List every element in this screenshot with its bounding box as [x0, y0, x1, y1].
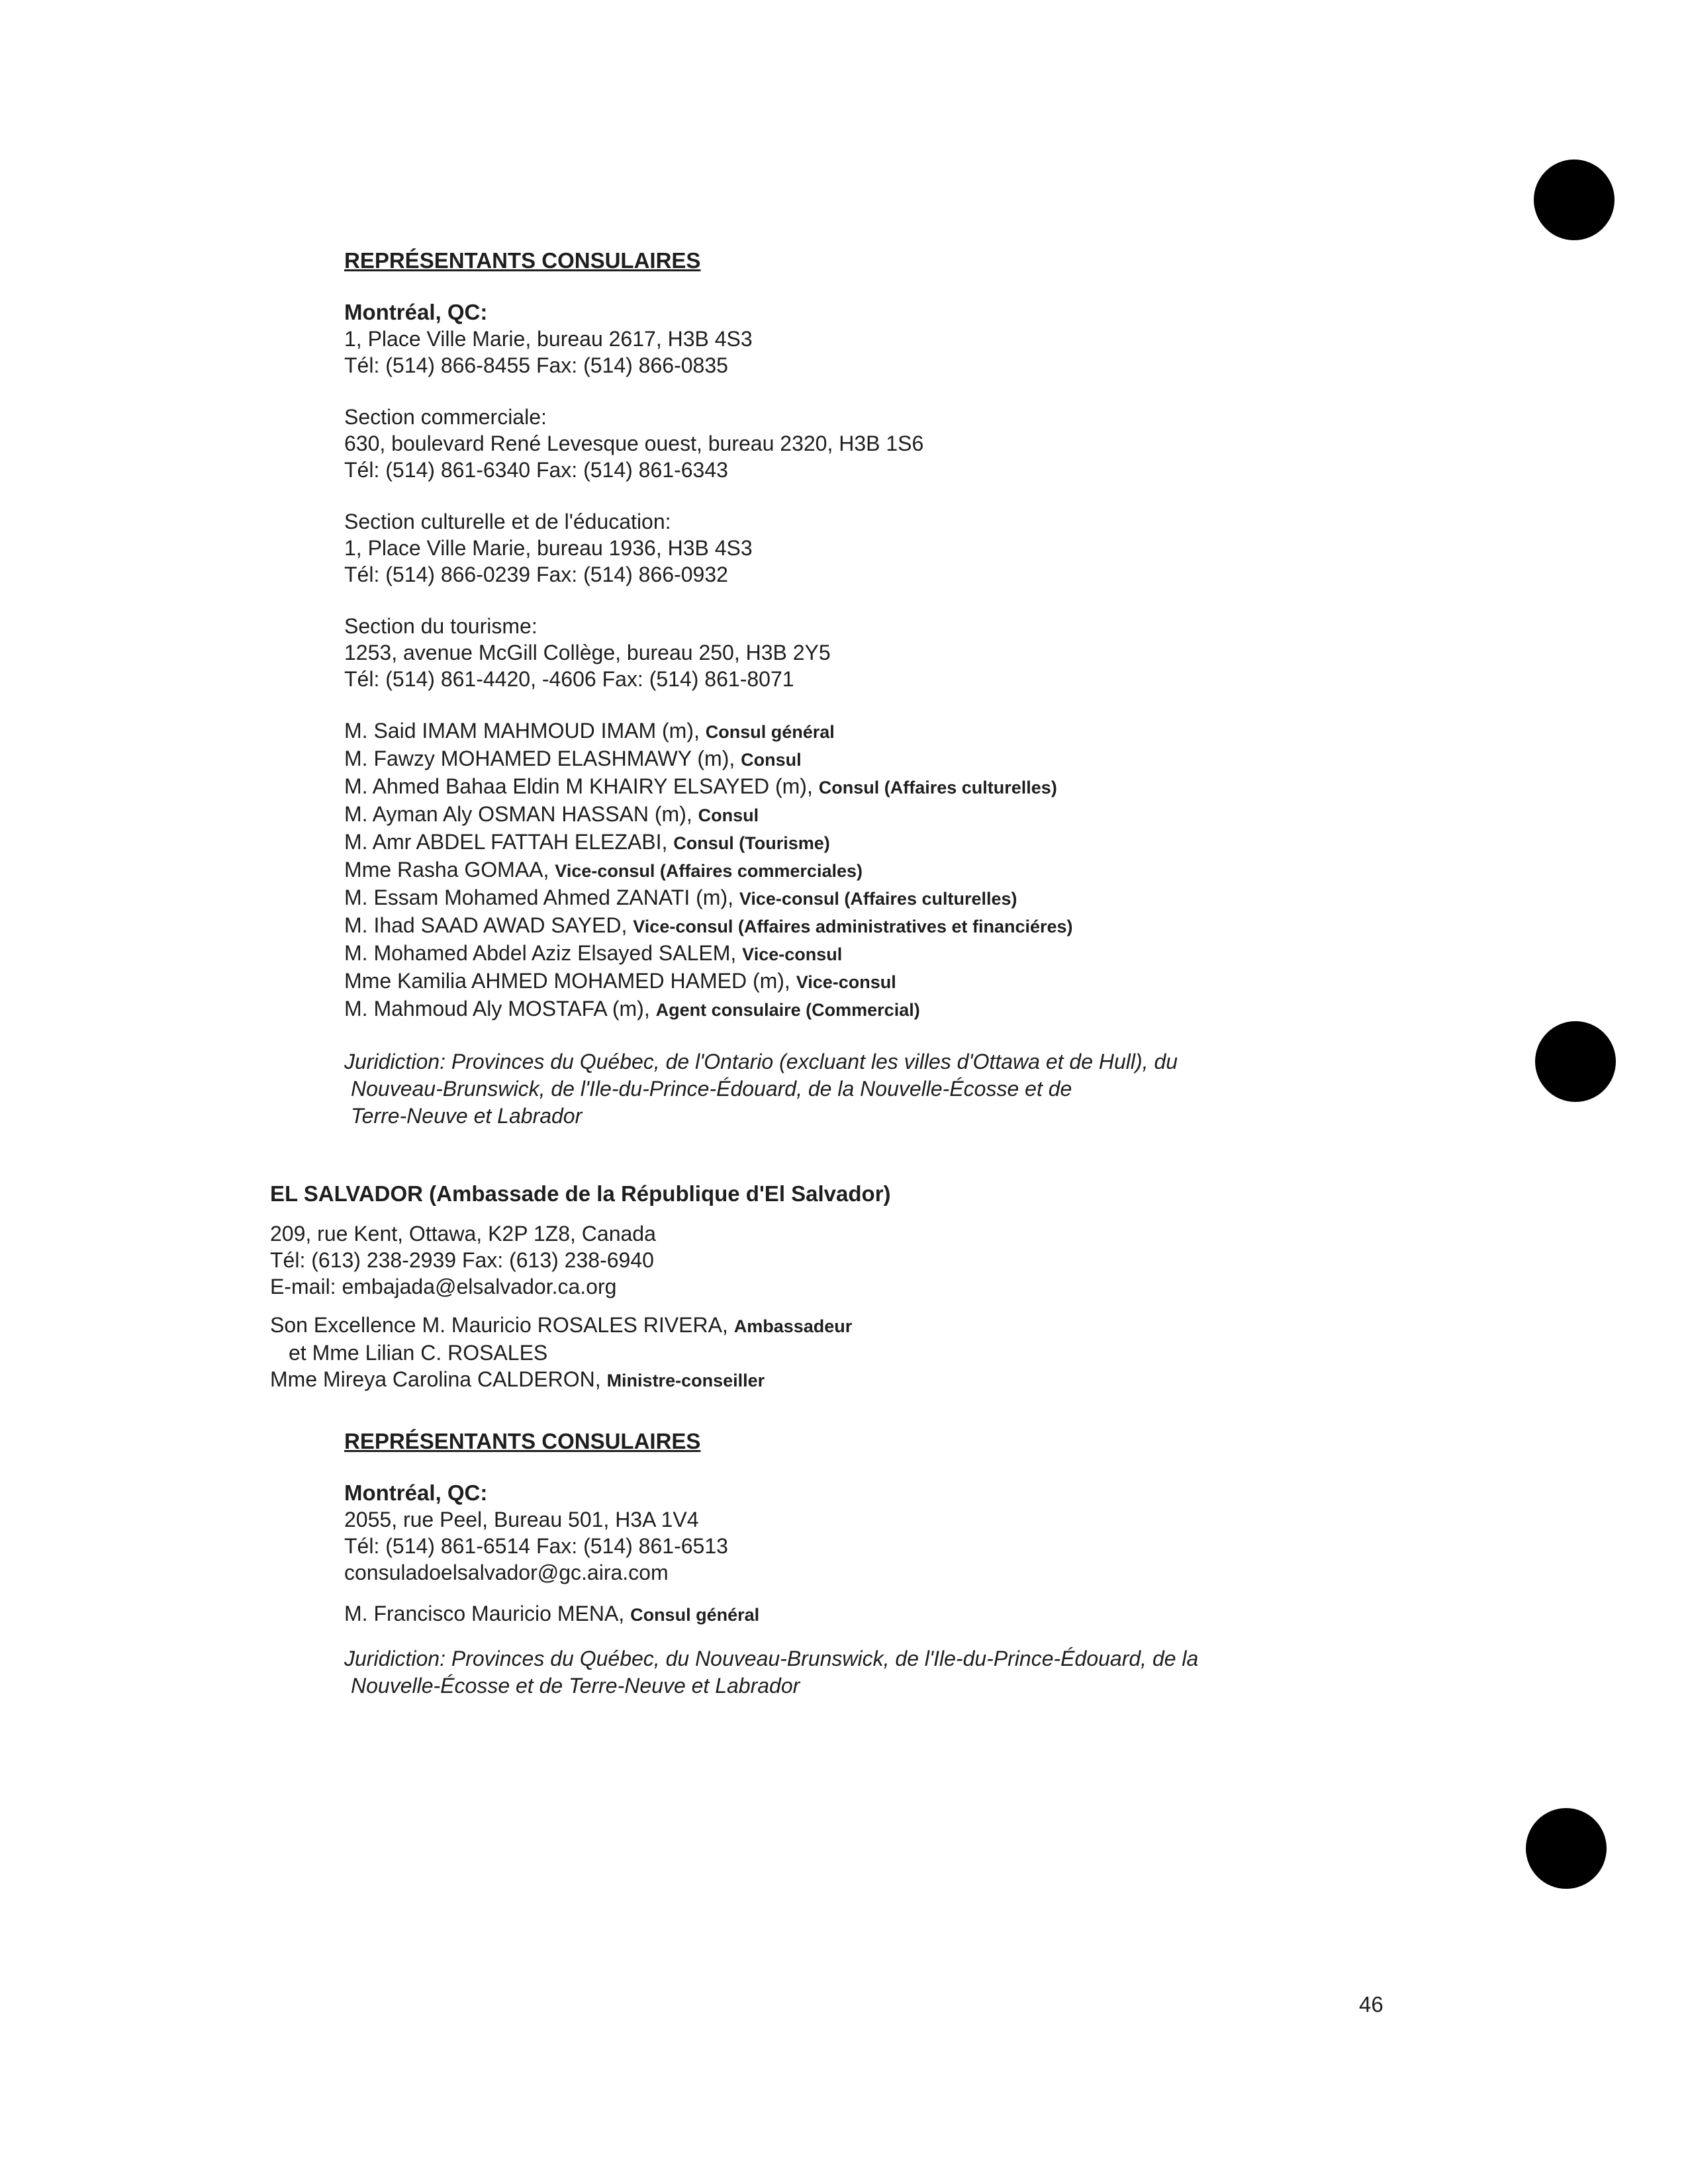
jurisdiction-line: Juridiction: Provinces du Québec, de l'Ontario (excluant les villes d'Ottawa et de Hull), du — [344, 1050, 1178, 1073]
staff-title: Consul — [741, 750, 802, 770]
staff-name: M. Ahmed Bahaa Eldin M KHAIRY ELSAYED (m), — [344, 774, 819, 798]
spouse-entry: et Mme Lilian C. ROSALES — [289, 1341, 548, 1365]
staff-entry — [344, 773, 1178, 801]
page-number: 46 — [1359, 1992, 1383, 2017]
el-salvador-entry — [270, 1181, 891, 1394]
address-line: 2055, rue Peel, Bureau 501, H3A 1V4 — [344, 1508, 699, 1531]
staff-title: Vice-consul — [742, 944, 843, 964]
address-line: 630, boulevard René Levesque ouest, bureau 2320, H3B 1S6 — [344, 432, 924, 455]
email-line: consuladoelsalvador@gc.aira.com — [344, 1561, 669, 1584]
staff-entry — [344, 801, 1178, 829]
staff-title: Vice-consul (Affaires commerciales) — [555, 861, 863, 881]
jurisdiction-note — [344, 1048, 1178, 1130]
staff-title: Consul général — [630, 1605, 760, 1625]
city-label: Montréal, QC: — [344, 300, 488, 324]
staff-name: M. Essam Mohamed Ahmed ZANATI (m), — [344, 886, 739, 909]
staff-name: Mme Mireya Carolina CALDERON, — [270, 1367, 607, 1391]
staff-name: M. Amr ABDEL FATTAH ELEZABI, — [344, 830, 674, 854]
staff-name: M. Mahmoud Aly MOSTAFA (m), — [344, 997, 656, 1021]
staff-name: Son Excellence M. Mauricio ROSALES RIVERA, — [270, 1313, 734, 1337]
consular-section-1 — [344, 248, 1178, 1130]
section-heading: REPRÉSENTANTS CONSULAIRES — [344, 248, 701, 273]
address-line: 209, rue Kent, Ottawa, K2P 1Z8, Canada — [270, 1222, 656, 1246]
staff-title: Vice-consul (Affaires administratives et financiéres) — [633, 917, 1073, 936]
phone-line: Tél: (514) 866-8455 Fax: (514) 866-0835 — [344, 353, 728, 377]
tourism-section-label: Section du tourisme: — [344, 614, 538, 638]
phone-line: Tél: (514) 861-6340 Fax: (514) 861-6343 — [344, 458, 728, 482]
staff-title: Consul (Tourisme) — [673, 833, 830, 853]
staff-entry — [344, 717, 1178, 745]
punch-hole-bottom — [1526, 1808, 1607, 1889]
staff-name: M. Mohamed Abdel Aziz Elsayed SALEM, — [344, 941, 743, 965]
jurisdiction-line: Juridiction: Provinces du Québec, du Nouveau-Brunswick, de l'Ile-du-Prince-Édouard, de la — [344, 1647, 1199, 1670]
staff-title: Consul — [698, 805, 759, 825]
staff-title: Vice-consul — [796, 972, 896, 992]
ambassador-entry — [270, 1312, 891, 1340]
staff-title: Consul (Affaires culturelles) — [818, 778, 1057, 797]
staff-list — [344, 717, 1178, 1023]
phone-line: Tél: (514) 861-4420, -4606 Fax: (514) 861-8071 — [344, 667, 794, 691]
punch-hole-top — [1534, 159, 1615, 240]
staff-title: Agent consulaire (Commercial) — [655, 1000, 920, 1020]
culture-section-label: Section culturelle et de l'éducation: — [344, 510, 671, 533]
phone-line: Tél: (514) 866-0239 Fax: (514) 866-0932 — [344, 563, 728, 586]
consular-section-2 — [344, 1428, 1198, 1700]
staff-entry — [344, 829, 1178, 856]
jurisdiction-line: Nouveau-Brunswick, de l'Ile-du-Prince-Édouard, de la Nouvelle-Écosse et de — [351, 1077, 1072, 1101]
staff-name: M. Fawzy MOHAMED ELASHMAWY (m), — [344, 747, 741, 770]
commercial-section-label: Section commerciale: — [344, 405, 547, 429]
address-line: 1, Place Ville Marie, bureau 2617, H3B 4S3 — [344, 327, 753, 351]
staff-name: Mme Rasha GOMAA, — [344, 858, 555, 882]
address-line: 1, Place Ville Marie, bureau 1936, H3B 4S3 — [344, 536, 753, 560]
staff-title: Ministre-conseiller — [606, 1371, 765, 1390]
staff-title: Vice-consul (Affaires culturelles) — [739, 889, 1017, 909]
jurisdiction-line: Terre-Neuve et Labrador — [351, 1104, 583, 1128]
address-line: 1253, avenue McGill Collège, bureau 250, H3B 2Y5 — [344, 641, 831, 664]
section-heading: REPRÉSENTANTS CONSULAIRES — [344, 1429, 701, 1453]
staff-entry — [344, 884, 1178, 912]
minister-entry — [270, 1366, 891, 1394]
staff-name: M. Francisco Mauricio MENA, — [344, 1602, 631, 1625]
staff-title: Consul général — [705, 722, 835, 742]
phone-line: Tél: (514) 861-6514 Fax: (514) 861-6513 — [344, 1534, 728, 1558]
staff-name: M. Ayman Aly OSMAN HASSAN (m), — [344, 802, 698, 826]
staff-title: Ambassadeur — [733, 1316, 853, 1336]
punch-hole-middle — [1535, 1021, 1616, 1102]
phone-line: Tél: (613) 238-2939 Fax: (613) 238-6940 — [270, 1248, 654, 1272]
city-label: Montréal, QC: — [344, 1480, 488, 1505]
consul-entry — [344, 1600, 1198, 1628]
staff-name: M. Said IMAM MAHMOUD IMAM (m), — [344, 719, 706, 743]
email-line: E-mail: embajada@elsalvador.ca.org — [270, 1275, 617, 1298]
country-heading: EL SALVADOR (Ambassade de la République d'El Salvador) — [270, 1181, 891, 1206]
staff-entry — [344, 856, 1178, 884]
jurisdiction-note — [344, 1645, 1198, 1700]
staff-entry — [344, 968, 1178, 995]
staff-entry — [344, 940, 1178, 968]
staff-entry — [344, 912, 1178, 940]
staff-name: M. Ihad SAAD AWAD SAYED, — [344, 913, 633, 937]
staff-entry — [344, 995, 1178, 1023]
staff-name: Mme Kamilia AHMED MOHAMED HAMED (m), — [344, 969, 796, 993]
staff-entry — [344, 745, 1178, 773]
jurisdiction-line: Nouvelle-Écosse et de Terre-Neuve et Labrador — [351, 1674, 800, 1698]
